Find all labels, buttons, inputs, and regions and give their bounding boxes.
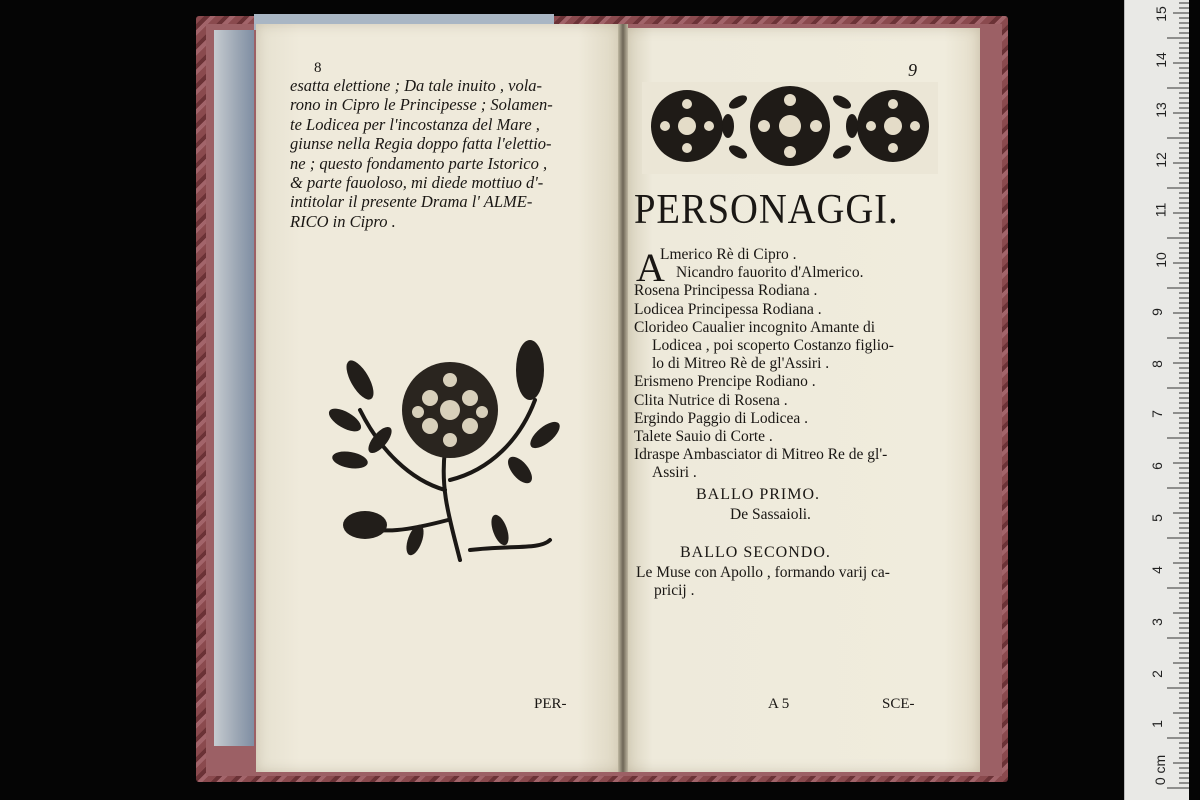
ruler-number: 8	[1148, 360, 1165, 368]
ballo-secondo-line: Le Muse con Apollo , formando varij ca-	[636, 564, 890, 581]
ballo-primo-subtitle: De Sassaioli.	[730, 506, 811, 523]
list-item: Nicandro fauorito d'Almerico.	[676, 264, 864, 282]
ruler-ticks	[1125, 0, 1189, 800]
blue-flyleaf	[214, 30, 254, 746]
left-page-number: 8	[314, 60, 322, 76]
signature-mark: A 5	[768, 696, 790, 712]
cast-list	[634, 246, 894, 483]
ruler-number: 3	[1148, 618, 1165, 626]
text-line: RICO in Cipro .	[290, 211, 396, 231]
left-catchword: PER-	[534, 696, 567, 712]
ruler-number: 2	[1148, 670, 1165, 678]
ruler-number: 15	[1152, 6, 1169, 22]
ruler-number: 6	[1148, 462, 1165, 470]
ballo-secondo-line: pricij .	[654, 582, 695, 599]
list-item: Idraspe Ambasciator di Mitreo Re de gl'-	[634, 446, 888, 464]
text-line: esatta elettione ; Da tale inuito , vola-	[290, 76, 543, 95]
text-line: te Lodicea per l'incostanza del Mare ,	[290, 114, 540, 134]
list-item: Lodicea Principessa Rodiana .	[634, 300, 822, 318]
ruler-number: 11	[1152, 202, 1169, 218]
text-line: & parte fauoloso, mi diede mottiuo d'-	[290, 173, 544, 193]
book-gutter	[618, 24, 628, 772]
list-item: Lodicea , poi scoperto Costanzo figlio-	[652, 337, 894, 355]
ruler-number: 13	[1152, 102, 1169, 118]
list-item: Talete Sauio di Corte .	[634, 428, 773, 446]
ruler-number: 10	[1152, 252, 1169, 268]
right-page-number: 9	[908, 60, 917, 80]
text-line: rono in Cipro le Principesse ; Solamen-	[290, 95, 553, 115]
text-line: intitolar il presente Drama l' ALME-	[290, 192, 533, 212]
list-item: Ergindo Paggio di Lodicea .	[634, 409, 809, 427]
ballo-primo-heading: BALLO PRIMO.	[696, 486, 821, 503]
list-item: Rosena Principessa Rodiana .	[634, 282, 818, 300]
list-item: Assiri .	[652, 464, 697, 482]
ruler-number: 7	[1148, 410, 1165, 418]
text-line: giunse nella Regia doppo fatta l'elettio-	[290, 134, 552, 154]
ruler-number: 0 cm	[1152, 754, 1169, 786]
ruler-number: 14	[1152, 52, 1169, 68]
ballo-secondo-heading: BALLO SECONDO.	[680, 544, 831, 561]
ruler-number: 1	[1148, 720, 1165, 728]
right-catchword: SCE-	[882, 696, 915, 712]
ruler-number: 9	[1148, 308, 1165, 316]
ruler-number: 4	[1148, 566, 1165, 574]
list-item: Clorideo Caualier incognito Amante di	[634, 318, 876, 336]
list-item: Clita Nutrice di Rosena .	[634, 391, 788, 409]
left-page-text	[290, 76, 553, 231]
flower-woodcut-icon	[320, 340, 580, 570]
drop-cap: A	[636, 245, 665, 290]
measurement-ruler	[1124, 0, 1189, 800]
list-item: Erismeno Prencipe Rodiano .	[634, 373, 816, 391]
list-item: lo di Mitreo Rè de gl'Assiri .	[652, 355, 830, 373]
ruler-number: 5	[1148, 514, 1165, 522]
ruler-number: 12	[1152, 152, 1169, 168]
list-item: Lmerico Rè di Cipro .	[660, 246, 797, 263]
page-title: PERSONAGGI.	[634, 187, 899, 233]
floral-headpiece-icon	[642, 82, 938, 174]
text-line: ne ; questo fondamento parte Istorico ,	[290, 153, 548, 173]
